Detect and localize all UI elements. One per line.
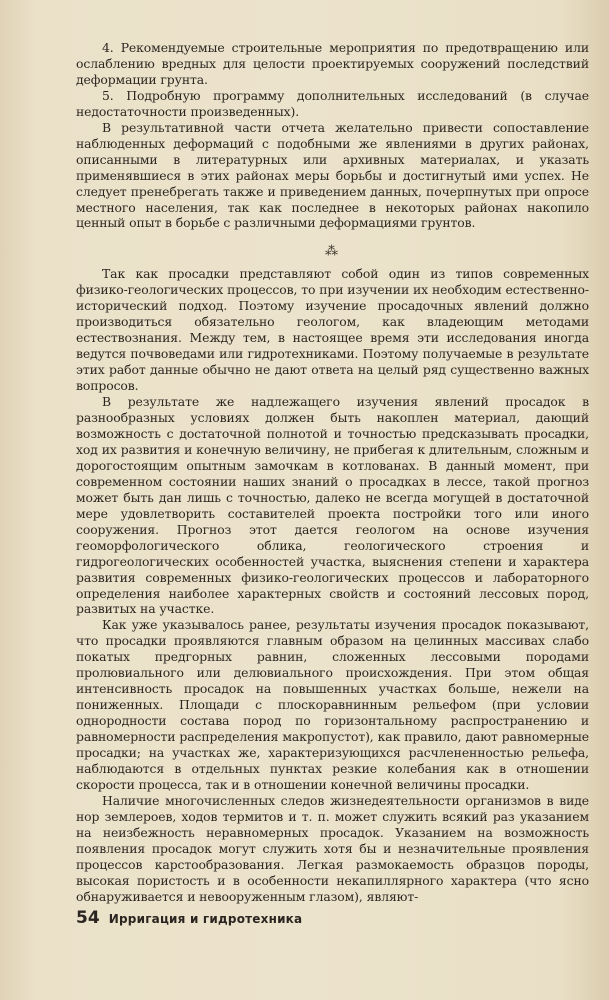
paragraph-item-5: 5. Подробную программу дополнительных исследований (в случае недостаточности произведенных).	[76, 87, 589, 119]
paragraph-organisms: Наличие многочисленных следов жизнедеятельности организмов в виде нор землероев, ходов термитов и т. п. может служить всякий раз указанием на неизбежность неравномерных просадок. Указанием на возможность появления просадок могут служить хотя бы и незначительные проявления процессов карстообразования. Легкая размокаемость образцов породы, высокая пористость и в особенности некапиллярного характера (что ясно обнаруживается и невооруженным глазом), являют-	[76, 792, 589, 904]
paragraph-observations: Как уже указывалось ранее, результаты изучения просадок показывают, что просадки проявляются главным образом на целинных массивах слабо покатых предгорных равнин, сложенных лессовыми породами пролювиального или делювиального происхождения. При этом общая интенсивность просадок на повышенных участках больше, нежели на пониженных. Площади с плоскоравнинным рельефом (при условии однородности состава пород по горизонтальному распространению и равномерности распределения макропустот), как правило, дают равномерные просадки; на участках же, характеризующихся расчлененностью рельефа, наблюдаются в отдельных пунктах резкие колебания как в отношении скорости процесса, так и в отношении конечной величины просадки.	[76, 617, 589, 792]
page-text	[76, 40, 589, 905]
section-separator: ⁂	[325, 244, 340, 260]
paragraph-item-4: 4. Рекомендуемые строительные мероприятия по предотвращению или ослаблению вредных для целости проектируемых сооружений последствий деформации грунта.	[76, 40, 589, 87]
paragraph-results: В результативной части отчета желательно привести сопоставление наблюденных деформаций с подобными же явлениями в других районах, описанными в литературных или архивных материалах, и указать применявшиеся в этих районах меры борьбы и достигнутый ими успех. Не следует пренебрегать также и приведением данных, почерпнутых при опросе местного населения, так как последнее в некоторых районах накопило ценный опыт в борьбе с различными деформациями грунтов.	[76, 119, 589, 231]
page-footer	[76, 908, 589, 928]
journal-title: Ирригация и гидротехника	[108, 912, 303, 926]
paragraph-subsidence-intro: Так как просадки представляют собой один из типов современных физико-геологических процессов, то при изучении их необходим естественно-исторический подход. Поэтому изучение просадочных явлений должно производиться обязательно геологом, как владеющим методами естествознания. Между тем, в настоящее время эти исследования иногда ведутся почвоведами или гидротехниками. Поэтому получаемые в результате этих работ данные обычно не дают ответа на целый ряд существенно важных вопросов.	[76, 266, 589, 394]
paragraph-forecast: В результате же надлежащего изучения явлений просадок в разнообразных условиях должен быть накоплен материал, дающий возможность с достаточной полнотой и точностью предсказывать просадки, ход их развития и конечную величину, не прибегая к длительным, сложным и дорогостоящим опытным замочкам в котлованах. В данный момент, при современном состоянии наших знаний о просадках в лессе, такой прогноз может быть дан лишь с точностью, далеко не всегда могущей в достаточной мере удовлетворить составителей проекта постройки того или иного сооружения. Прогноз этот дается геологом на основе изучения геоморфологического облика, геологического строения и гидрогеологических особенностей участка, выяснения степени и характера развития современных физико-геологических процессов и лабораторного определения наиболее характерных свойств и состояний лессовых пород, развитых на участке.	[76, 394, 589, 617]
page-number: 54	[76, 908, 100, 928]
